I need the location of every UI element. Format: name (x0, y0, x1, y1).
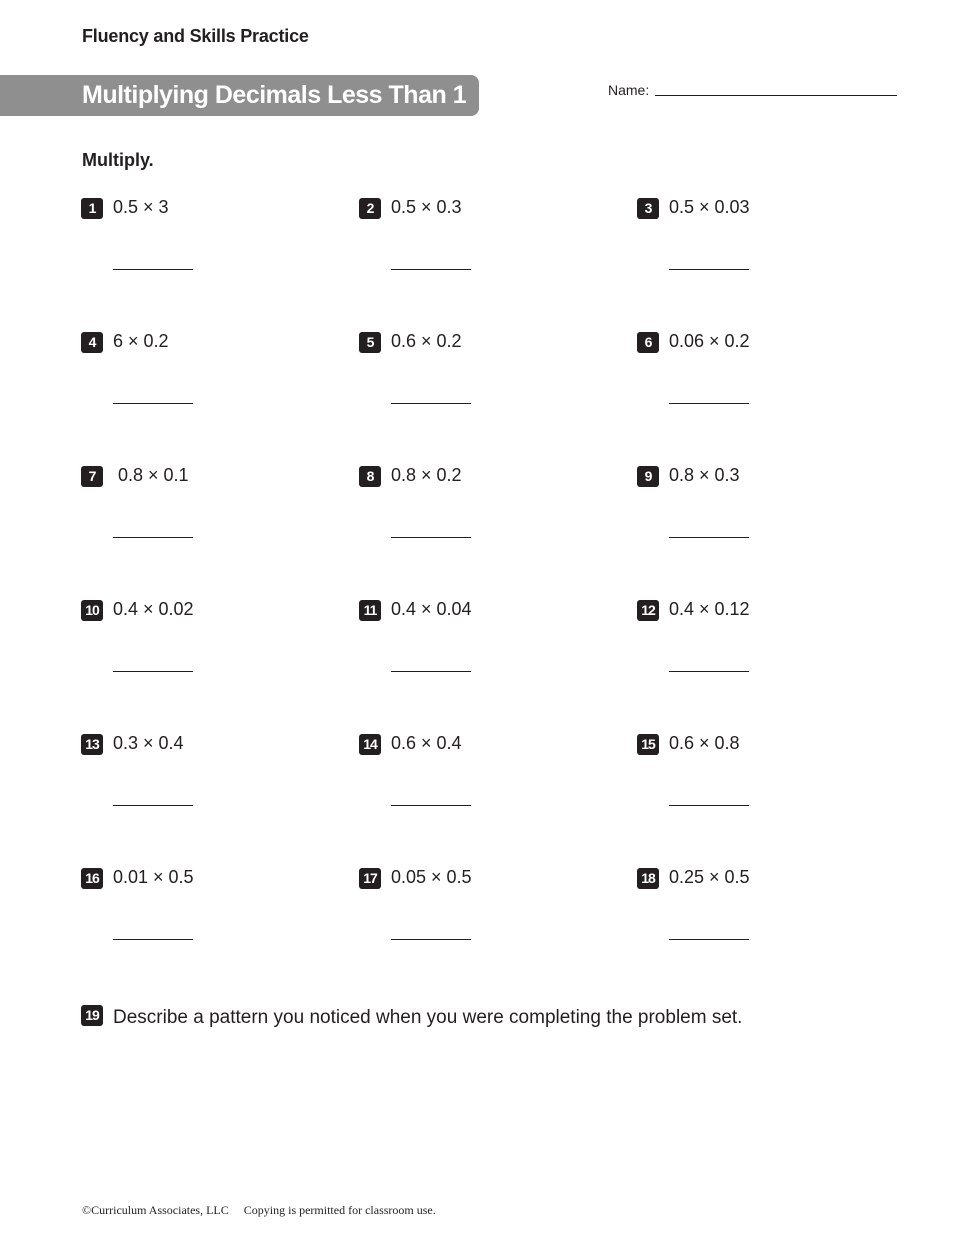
problem-number-badge: 11 (359, 600, 381, 621)
worksheet-eyebrow: Fluency and Skills Practice (82, 26, 309, 46)
problem-number-badge: 6 (637, 332, 659, 353)
problem-item (81, 734, 331, 824)
problem-expression: 0.01 × 0.5 (113, 867, 194, 887)
problem-item (81, 198, 331, 288)
answer-blank[interactable] (113, 537, 193, 538)
problem-number-badge: 13 (81, 734, 103, 755)
instructions: Multiply. (82, 150, 154, 170)
problem-expression: 0.25 × 0.5 (669, 867, 750, 887)
problem-item (637, 466, 887, 556)
permission-text: Copying is permitted for classroom use. (243, 1203, 436, 1217)
title-banner (0, 75, 479, 116)
answer-blank[interactable] (391, 537, 471, 538)
problem-expression: 0.5 × 0.3 (391, 197, 462, 217)
answer-blank[interactable] (391, 269, 471, 270)
problem-number-badge: 2 (359, 198, 381, 219)
problem-item (637, 198, 887, 288)
problem-number-badge: 15 (637, 734, 659, 755)
problem-item (637, 332, 887, 422)
answer-blank[interactable] (391, 403, 471, 404)
answer-blank[interactable] (113, 269, 193, 270)
problem-item (81, 868, 331, 958)
problem-expression: 0.4 × 0.02 (113, 599, 194, 619)
footer (82, 1203, 436, 1218)
problem-expression: 0.4 × 0.12 (669, 599, 750, 619)
problem-item (637, 600, 887, 690)
problem-expression: 0.8 × 0.2 (391, 465, 462, 485)
problem-item (359, 466, 609, 556)
answer-blank[interactable] (669, 403, 749, 404)
problem-grid (81, 198, 921, 958)
problem-item (359, 332, 609, 422)
question-19-prompt: Describe a pattern you noticed when you were completing the problem set. (113, 1007, 743, 1028)
problem-number-badge: 4 (81, 332, 103, 353)
answer-blank[interactable] (669, 269, 749, 270)
problem-number-badge: 7 (81, 466, 103, 487)
problem-item (359, 600, 609, 690)
problem-item (81, 466, 331, 556)
question-number-badge: 19 (81, 1005, 103, 1026)
problem-number-badge: 3 (637, 198, 659, 219)
name-label: Name: (608, 82, 650, 98)
answer-blank[interactable] (391, 671, 471, 672)
problem-item (359, 868, 609, 958)
answer-blank[interactable] (391, 939, 471, 940)
problem-number-badge: 1 (81, 198, 103, 219)
problem-number-badge: 16 (81, 868, 103, 889)
problem-item (359, 734, 609, 824)
answer-blank[interactable] (113, 671, 193, 672)
answer-blank[interactable] (669, 671, 749, 672)
question-19 (81, 1004, 901, 1034)
problem-item (359, 198, 609, 288)
problem-expression: 0.6 × 0.8 (669, 733, 740, 753)
problem-number-badge: 9 (637, 466, 659, 487)
problem-expression: 6 × 0.2 (113, 331, 169, 351)
problem-expression: 0.3 × 0.4 (113, 733, 184, 753)
problem-number-badge: 14 (359, 734, 381, 755)
problem-expression: 0.4 × 0.04 (391, 599, 472, 619)
name-field[interactable] (655, 95, 897, 96)
problem-expression: 0.06 × 0.2 (669, 331, 750, 351)
answer-blank[interactable] (391, 805, 471, 806)
problem-item (637, 868, 887, 958)
problem-expression: 0.8 × 0.1 (113, 465, 189, 485)
problem-number-badge: 10 (81, 600, 103, 621)
problem-number-badge: 17 (359, 868, 381, 889)
problem-item (637, 734, 887, 824)
answer-blank[interactable] (669, 537, 749, 538)
copyright-text: ©Curriculum Associates, LLC (82, 1203, 229, 1217)
worksheet-title: Multiplying Decimals Less Than 1 (82, 81, 467, 109)
problem-number-badge: 8 (359, 466, 381, 487)
answer-blank[interactable] (669, 805, 749, 806)
answer-blank[interactable] (113, 939, 193, 940)
answer-blank[interactable] (113, 403, 193, 404)
problem-expression: 0.5 × 0.03 (669, 197, 750, 217)
problem-expression: 0.8 × 0.3 (669, 465, 740, 485)
answer-blank[interactable] (669, 939, 749, 940)
problem-expression: 0.5 × 3 (113, 197, 169, 217)
answer-blank[interactable] (113, 805, 193, 806)
problem-number-badge: 12 (637, 600, 659, 621)
problem-expression: 0.6 × 0.2 (391, 331, 462, 351)
problem-number-badge: 5 (359, 332, 381, 353)
problem-item (81, 332, 331, 422)
problem-item (81, 600, 331, 690)
problem-expression: 0.05 × 0.5 (391, 867, 472, 887)
problem-expression: 0.6 × 0.4 (391, 733, 462, 753)
problem-number-badge: 18 (637, 868, 659, 889)
